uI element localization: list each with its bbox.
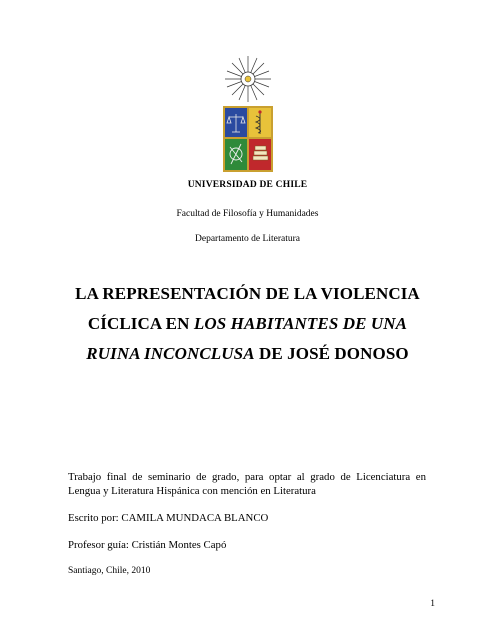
title-line-2-italic: LOS HABITANTES DE UNA xyxy=(193,314,408,333)
thesis-title-line-3 xyxy=(0,344,495,364)
place-date: Santiago, Chile, 2010 xyxy=(68,566,151,576)
title-line-1-text: LA REPRESENTACIÓN DE LA VIOLENCIA xyxy=(75,284,420,303)
thesis-title-line-2 xyxy=(0,314,495,334)
page-number: 1 xyxy=(430,599,435,609)
university-crest-icon xyxy=(210,52,286,174)
advisor-line: Profesor guía: Cristián Montes Capó xyxy=(68,539,227,551)
title-line-2-plain: CÍCLICA EN xyxy=(87,314,194,333)
university-name: UNIVERSIDAD DE CHILE xyxy=(187,180,308,190)
title-line-3-italic: RUINA INCONCLUSA xyxy=(86,344,255,363)
author-line: Escrito por: CAMILA MUNDACA BLANCO xyxy=(68,512,269,524)
faculty-name: Facultad de Filosofía y Humanidades xyxy=(176,209,319,219)
thesis-title-line-1 xyxy=(0,284,495,304)
department-name: Departamento de Literatura xyxy=(195,234,300,244)
title-line-3-plain: DE JOSÉ DONOSO xyxy=(254,344,409,363)
degree-description: Trabajo final de seminario de grado, para optar al grado de Licenciatura en Lengua y Literatura Hispánica con mención en Literatura xyxy=(68,471,426,497)
